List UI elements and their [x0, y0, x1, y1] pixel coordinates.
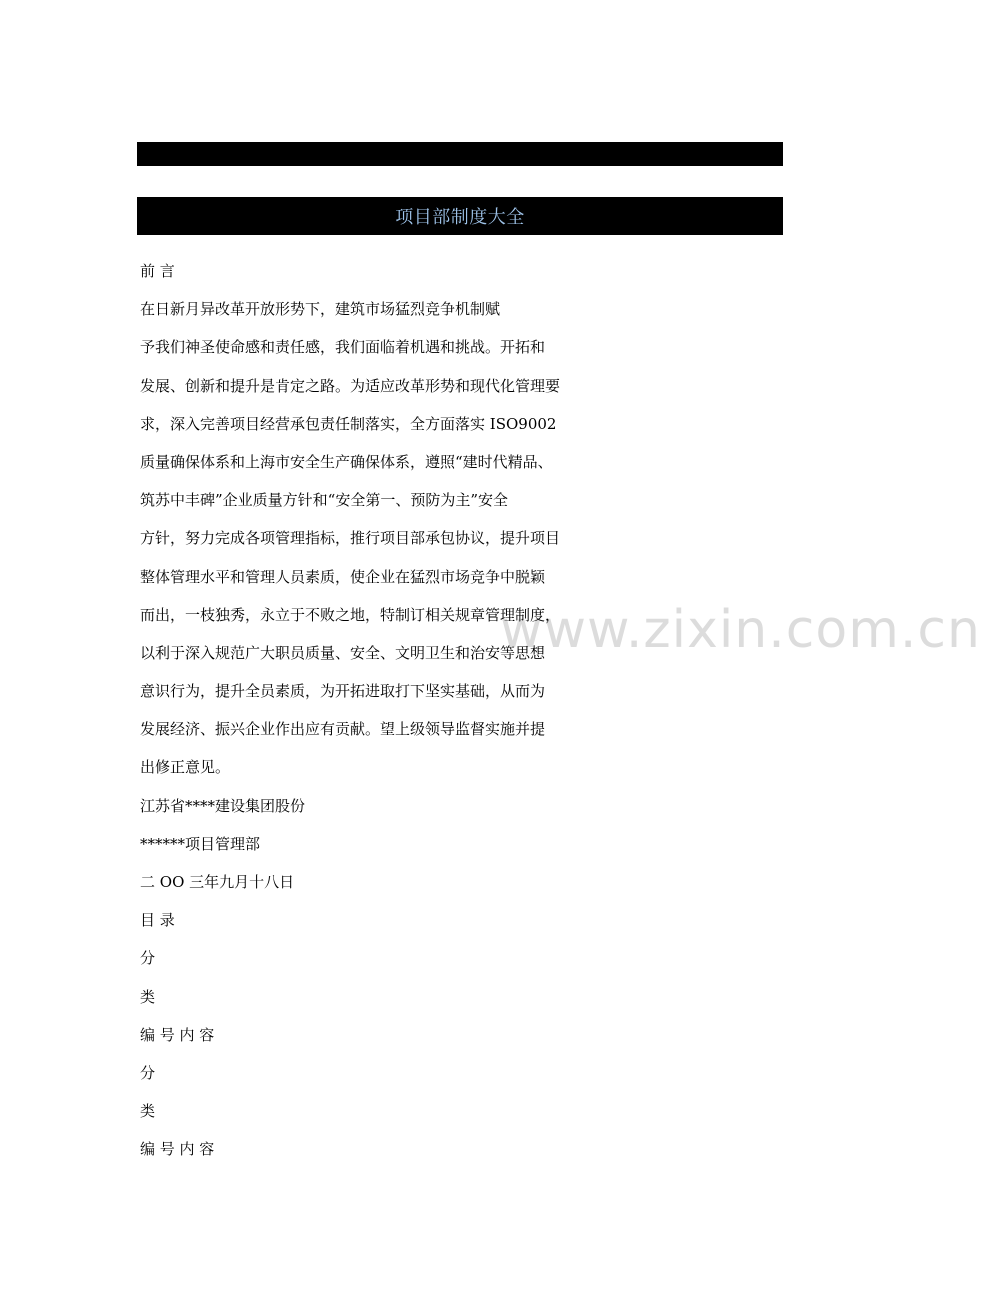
toc-column-headers: 编 号 内 容 — [140, 1025, 215, 1044]
paragraph-line: 以利于深入规范广大职员质量、安全、文明卫生和治安等思想 — [140, 643, 546, 662]
preface-heading: 前 言 — [140, 262, 175, 280]
paragraph-line: 筑苏中丰碑”企业质量方针和“安全第一、预防为主”安全 — [140, 491, 509, 510]
toc-category-label: 类 — [140, 1102, 156, 1121]
paragraph-line: 方针，努力完成各项管理指标，推行项目部承包协议，提升项目 — [140, 529, 561, 548]
paragraph-line: 发展经济、振兴企业作出应有贡献。望上级领导监督实施并提 — [140, 720, 546, 739]
title-banner — [137, 197, 783, 235]
paragraph-line: 在日新月异改革开放形势下，建筑市场猛烈竞争机制赋 — [140, 300, 501, 319]
paragraph-line: 整体管理水平和管理人员素质，使企业在猛烈市场竞争中脱颖 — [140, 567, 546, 586]
paragraph-line: 求，深入完善项目经营承包责任制落实，全方面落实 ISO9002 — [140, 414, 557, 433]
paragraph-line: 质量确保体系和上海市安全生产确保体系，遵照“建时代精品、 — [140, 452, 553, 471]
paragraph-line: 而出，一枝独秀，永立于不败之地，特制订相关规章管理制度， — [140, 605, 561, 624]
top-black-bar — [137, 142, 783, 166]
toc-category-label: 分 — [140, 949, 156, 968]
signature-department: ******项目管理部 — [140, 834, 261, 853]
toc-category-label: 类 — [140, 987, 156, 1006]
toc-column-headers: 编 号 内 容 — [140, 1140, 215, 1159]
signature-date: 二 OO 三年九月十八日 — [140, 873, 295, 891]
paragraph-line: 出修正意见。 — [140, 758, 231, 777]
paragraph-line: 意识行为，提升全员素质，为开拓进取打下坚实基础，从而为 — [140, 682, 546, 701]
signature-company: 江苏省****建设集团股份 — [140, 796, 306, 815]
watermark-text: www.zixin.com.cn — [500, 600, 981, 660]
document-body — [140, 252, 780, 1169]
paragraph-line: 予我们神圣使命感和责任感，我们面临着机遇和挑战。开拓和 — [140, 338, 546, 357]
page-title: 项目部制度大全 — [395, 207, 525, 228]
toc-category-label: 分 — [140, 1063, 156, 1082]
toc-heading: 目 录 — [140, 911, 175, 930]
paragraph-line: 发展、创新和提升是肯定之路。为适应改革形势和现代化管理要 — [140, 376, 561, 395]
